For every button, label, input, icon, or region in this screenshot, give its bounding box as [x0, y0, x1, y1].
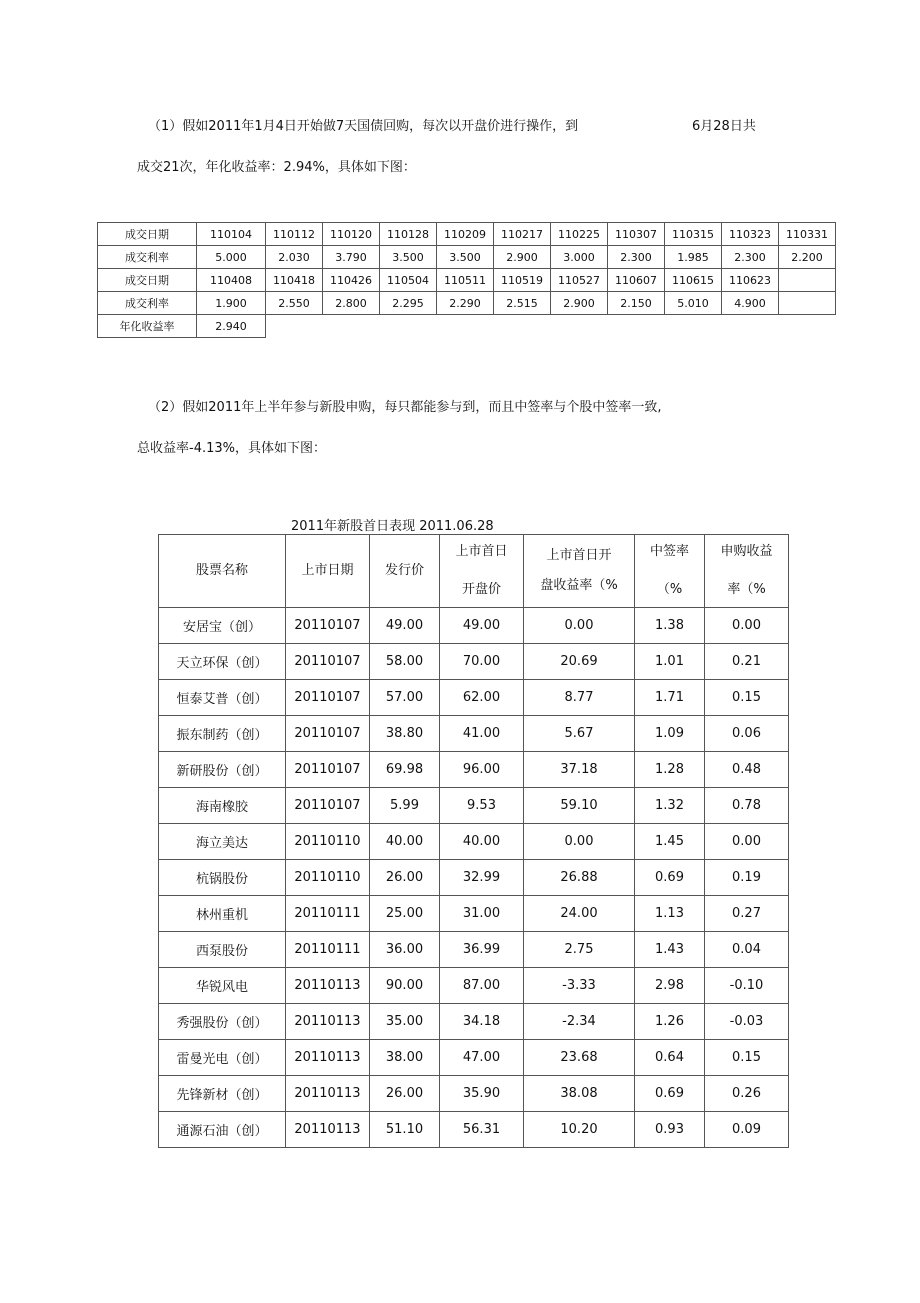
cell-open-price: 32.99 [440, 860, 524, 896]
header-win-rate-bottom: （% [656, 582, 683, 597]
cell-subscription-return: 0.26 [705, 1076, 789, 1112]
repo-row-date [98, 223, 836, 246]
cell-open-price: 62.00 [440, 680, 524, 716]
repo-row-rate [98, 246, 836, 269]
cell-issue-price: 36.00 [370, 932, 440, 968]
repo-cell: 2.150 [608, 292, 665, 315]
cell-list-date: 20110107 [286, 752, 370, 788]
cell-subscription-return: 0.48 [705, 752, 789, 788]
cell-subscription-return: 0.21 [705, 644, 789, 680]
cell-win-rate: 2.98 [635, 968, 705, 1004]
repo-cell-blank [551, 315, 608, 338]
header-win-rate [635, 535, 705, 608]
cell-open-price: 9.53 [440, 788, 524, 824]
repo-cell-blank [779, 315, 836, 338]
repo-cell-blank [665, 315, 722, 338]
header-open-price-bottom: 开盘价 [461, 582, 501, 597]
cell-stock-name: 安居宝（创） [159, 608, 286, 644]
cell-stock-name: 雷曼光电（创） [159, 1040, 286, 1076]
cell-open-price: 41.00 [440, 716, 524, 752]
header-open-return [524, 535, 635, 608]
cell-subscription-return: 0.19 [705, 860, 789, 896]
repo-cell: 110112 [266, 223, 323, 246]
cell-list-date: 20110107 [286, 716, 370, 752]
cell-win-rate: 1.71 [635, 680, 705, 716]
repo-cell: 110607 [608, 269, 665, 292]
cell-list-date: 20110110 [286, 824, 370, 860]
cell-win-rate: 1.45 [635, 824, 705, 860]
header-open-price [440, 535, 524, 608]
cell-stock-name: 先锋新材（创） [159, 1076, 286, 1112]
cell-win-rate: 1.38 [635, 608, 705, 644]
ipo-table-row [159, 824, 789, 860]
paragraph-2-line-2: 总收益率-4.13%，具体如下图： [137, 441, 326, 456]
repo-cell: 110527 [551, 269, 608, 292]
cell-open-price: 36.99 [440, 932, 524, 968]
repo-table [97, 222, 836, 338]
ipo-table [158, 534, 789, 1148]
cell-stock-name: 天立环保（创） [159, 644, 286, 680]
cell-stock-name: 海南橡胶 [159, 788, 286, 824]
cell-subscription-return: 0.00 [705, 824, 789, 860]
repo-cell: 110511 [437, 269, 494, 292]
repo-cell: 2.300 [608, 246, 665, 269]
cell-open-price: 35.90 [440, 1076, 524, 1112]
cell-open-return: 37.18 [524, 752, 635, 788]
ipo-table-caption: 2011年新股首日表现 2011.06.28 [291, 519, 494, 534]
repo-row-annual [98, 315, 836, 338]
header-open-return-bottom: 盘收益率（% [540, 578, 618, 593]
ipo-table-row [159, 1076, 789, 1112]
cell-list-date: 20110107 [286, 680, 370, 716]
cell-stock-name: 杭锅股份 [159, 860, 286, 896]
cell-win-rate: 1.26 [635, 1004, 705, 1040]
ipo-table-row [159, 896, 789, 932]
paragraph-2-line-1: （2）假如2011年上半年参与新股申购，每只都能参与到，而且中签率与个股中签率一致, [148, 400, 662, 415]
cell-open-return: 38.08 [524, 1076, 635, 1112]
cell-stock-name: 振东制药（创） [159, 716, 286, 752]
cell-open-return: 59.10 [524, 788, 635, 824]
cell-issue-price: 40.00 [370, 824, 440, 860]
ipo-table-row [159, 788, 789, 824]
cell-stock-name: 华锐风电 [159, 968, 286, 1004]
repo-cell: 110217 [494, 223, 551, 246]
cell-issue-price: 38.80 [370, 716, 440, 752]
repo-cell: 3.790 [323, 246, 380, 269]
cell-issue-price: 35.00 [370, 1004, 440, 1040]
cell-list-date: 20110110 [286, 860, 370, 896]
cell-list-date: 20110113 [286, 1112, 370, 1148]
cell-stock-name: 秀强股份（创） [159, 1004, 286, 1040]
cell-list-date: 20110111 [286, 896, 370, 932]
repo-cell: 110315 [665, 223, 722, 246]
cell-win-rate: 0.69 [635, 1076, 705, 1112]
cell-win-rate: 1.13 [635, 896, 705, 932]
cell-list-date: 20110107 [286, 644, 370, 680]
repo-cell-empty [779, 269, 836, 292]
paragraph-1-line-1: （1）假如2011年1月4日开始做7天国债回购，每次以开盘价进行操作，到 [148, 119, 579, 134]
repo-cell: 2.030 [266, 246, 323, 269]
repo-cell-blank [608, 315, 665, 338]
cell-issue-price: 25.00 [370, 896, 440, 932]
header-open-price-top: 上市首日 [455, 544, 508, 559]
cell-open-return: 10.20 [524, 1112, 635, 1148]
cell-list-date: 20110113 [286, 1040, 370, 1076]
cell-list-date: 20110113 [286, 968, 370, 1004]
repo-cell-blank [437, 315, 494, 338]
ipo-table-row [159, 1040, 789, 1076]
cell-issue-price: 26.00 [370, 860, 440, 896]
cell-list-date: 20110113 [286, 1076, 370, 1112]
ipo-table-row [159, 752, 789, 788]
repo-cell: 110331 [779, 223, 836, 246]
repo-cell: 3.500 [437, 246, 494, 269]
ipo-table-row [159, 608, 789, 644]
cell-issue-price: 58.00 [370, 644, 440, 680]
cell-issue-price: 26.00 [370, 1076, 440, 1112]
cell-open-price: 87.00 [440, 968, 524, 1004]
repo-cell: 5.010 [665, 292, 722, 315]
cell-issue-price: 38.00 [370, 1040, 440, 1076]
cell-stock-name: 西泵股份 [159, 932, 286, 968]
cell-win-rate: 1.43 [635, 932, 705, 968]
repo-cell: 4.900 [722, 292, 779, 315]
cell-open-price: 47.00 [440, 1040, 524, 1076]
repo-cell: 110209 [437, 223, 494, 246]
cell-issue-price: 49.00 [370, 608, 440, 644]
paragraph-1-line-1-tail: 6月28日共 [692, 119, 756, 134]
cell-list-date: 20110111 [286, 932, 370, 968]
cell-open-return: -3.33 [524, 968, 635, 1004]
repo-cell: 110120 [323, 223, 380, 246]
cell-open-return: -2.34 [524, 1004, 635, 1040]
header-name: 股票名称 [159, 535, 286, 608]
ipo-table-header-row [159, 535, 789, 608]
repo-cell: 110408 [197, 269, 266, 292]
cell-open-price: 34.18 [440, 1004, 524, 1040]
cell-subscription-return: 0.15 [705, 1040, 789, 1076]
repo-cell: 3.000 [551, 246, 608, 269]
repo-cell: 3.500 [380, 246, 437, 269]
repo-cell: 110519 [494, 269, 551, 292]
repo-cell: 2.300 [722, 246, 779, 269]
repo-row-label: 年化收益率 [98, 315, 197, 338]
cell-win-rate: 0.64 [635, 1040, 705, 1076]
repo-cell: 1.900 [197, 292, 266, 315]
cell-subscription-return: 0.06 [705, 716, 789, 752]
repo-annual-value: 2.940 [197, 315, 266, 338]
header-win-rate-top: 中签率 [649, 544, 689, 559]
repo-cell: 110426 [323, 269, 380, 292]
cell-stock-name: 通源石油（创） [159, 1112, 286, 1148]
cell-open-return: 2.75 [524, 932, 635, 968]
repo-cell-blank [722, 315, 779, 338]
cell-subscription-return: 0.27 [705, 896, 789, 932]
cell-open-return: 5.67 [524, 716, 635, 752]
ipo-table-row [159, 968, 789, 1004]
ipo-table-row [159, 1004, 789, 1040]
cell-open-return: 8.77 [524, 680, 635, 716]
cell-open-return: 20.69 [524, 644, 635, 680]
ipo-table-row [159, 716, 789, 752]
cell-subscription-return: -0.03 [705, 1004, 789, 1040]
repo-cell-blank [380, 315, 437, 338]
cell-subscription-return: 0.78 [705, 788, 789, 824]
cell-list-date: 20110107 [286, 608, 370, 644]
ipo-table-row [159, 932, 789, 968]
repo-row-label: 成交利率 [98, 246, 197, 269]
cell-subscription-return: 0.09 [705, 1112, 789, 1148]
cell-win-rate: 1.32 [635, 788, 705, 824]
header-subscription-return-bottom: 率（% [727, 582, 766, 597]
repo-cell: 110225 [551, 223, 608, 246]
cell-open-return: 24.00 [524, 896, 635, 932]
header-subscription-return [705, 535, 789, 608]
repo-cell: 110418 [266, 269, 323, 292]
repo-cell: 2.900 [494, 246, 551, 269]
repo-cell-blank [323, 315, 380, 338]
repo-cell: 2.800 [323, 292, 380, 315]
repo-cell: 110307 [608, 223, 665, 246]
cell-list-date: 20110107 [286, 788, 370, 824]
cell-subscription-return: 0.00 [705, 608, 789, 644]
cell-issue-price: 5.99 [370, 788, 440, 824]
repo-cell: 2.515 [494, 292, 551, 315]
repo-cell-empty [779, 292, 836, 315]
repo-row-date [98, 269, 836, 292]
repo-cell: 110128 [380, 223, 437, 246]
repo-row-label: 成交利率 [98, 292, 197, 315]
cell-open-return: 26.88 [524, 860, 635, 896]
repo-cell-blank [494, 315, 551, 338]
cell-open-return: 0.00 [524, 824, 635, 860]
repo-row-label: 成交日期 [98, 269, 197, 292]
cell-stock-name: 林州重机 [159, 896, 286, 932]
cell-open-price: 70.00 [440, 644, 524, 680]
ipo-table-row [159, 860, 789, 896]
cell-win-rate: 0.93 [635, 1112, 705, 1148]
repo-cell: 2.200 [779, 246, 836, 269]
ipo-table-row [159, 644, 789, 680]
repo-row-label: 成交日期 [98, 223, 197, 246]
cell-win-rate: 1.28 [635, 752, 705, 788]
repo-row-rate [98, 292, 836, 315]
ipo-table-row [159, 1112, 789, 1148]
cell-subscription-return: 0.15 [705, 680, 789, 716]
repo-cell: 110623 [722, 269, 779, 292]
cell-open-price: 49.00 [440, 608, 524, 644]
cell-win-rate: 0.69 [635, 860, 705, 896]
repo-cell: 110504 [380, 269, 437, 292]
repo-cell: 2.290 [437, 292, 494, 315]
repo-cell: 110323 [722, 223, 779, 246]
cell-open-price: 96.00 [440, 752, 524, 788]
repo-cell-blank [266, 315, 323, 338]
repo-cell: 1.985 [665, 246, 722, 269]
header-list-date: 上市日期 [286, 535, 370, 608]
cell-stock-name: 新研股份（创） [159, 752, 286, 788]
cell-issue-price: 57.00 [370, 680, 440, 716]
cell-open-price: 40.00 [440, 824, 524, 860]
repo-cell: 5.000 [197, 246, 266, 269]
cell-win-rate: 1.09 [635, 716, 705, 752]
header-open-return-top: 上市首日开 [546, 548, 612, 563]
cell-issue-price: 90.00 [370, 968, 440, 1004]
cell-list-date: 20110113 [286, 1004, 370, 1040]
cell-open-price: 56.31 [440, 1112, 524, 1148]
cell-stock-name: 海立美达 [159, 824, 286, 860]
repo-cell: 110615 [665, 269, 722, 292]
cell-issue-price: 69.98 [370, 752, 440, 788]
ipo-table-row [159, 680, 789, 716]
header-issue-price: 发行价 [370, 535, 440, 608]
paragraph-1-line-2: 成交21次，年化收益率：2.94%，具体如下图： [137, 160, 416, 175]
cell-open-price: 31.00 [440, 896, 524, 932]
repo-cell: 110104 [197, 223, 266, 246]
cell-open-return: 23.68 [524, 1040, 635, 1076]
cell-subscription-return: -0.10 [705, 968, 789, 1004]
cell-win-rate: 1.01 [635, 644, 705, 680]
cell-stock-name: 恒泰艾普（创） [159, 680, 286, 716]
repo-cell: 2.295 [380, 292, 437, 315]
cell-open-return: 0.00 [524, 608, 635, 644]
header-subscription-return-top: 申购收益 [720, 544, 773, 559]
cell-issue-price: 51.10 [370, 1112, 440, 1148]
repo-cell: 2.550 [266, 292, 323, 315]
repo-cell: 2.900 [551, 292, 608, 315]
cell-subscription-return: 0.04 [705, 932, 789, 968]
